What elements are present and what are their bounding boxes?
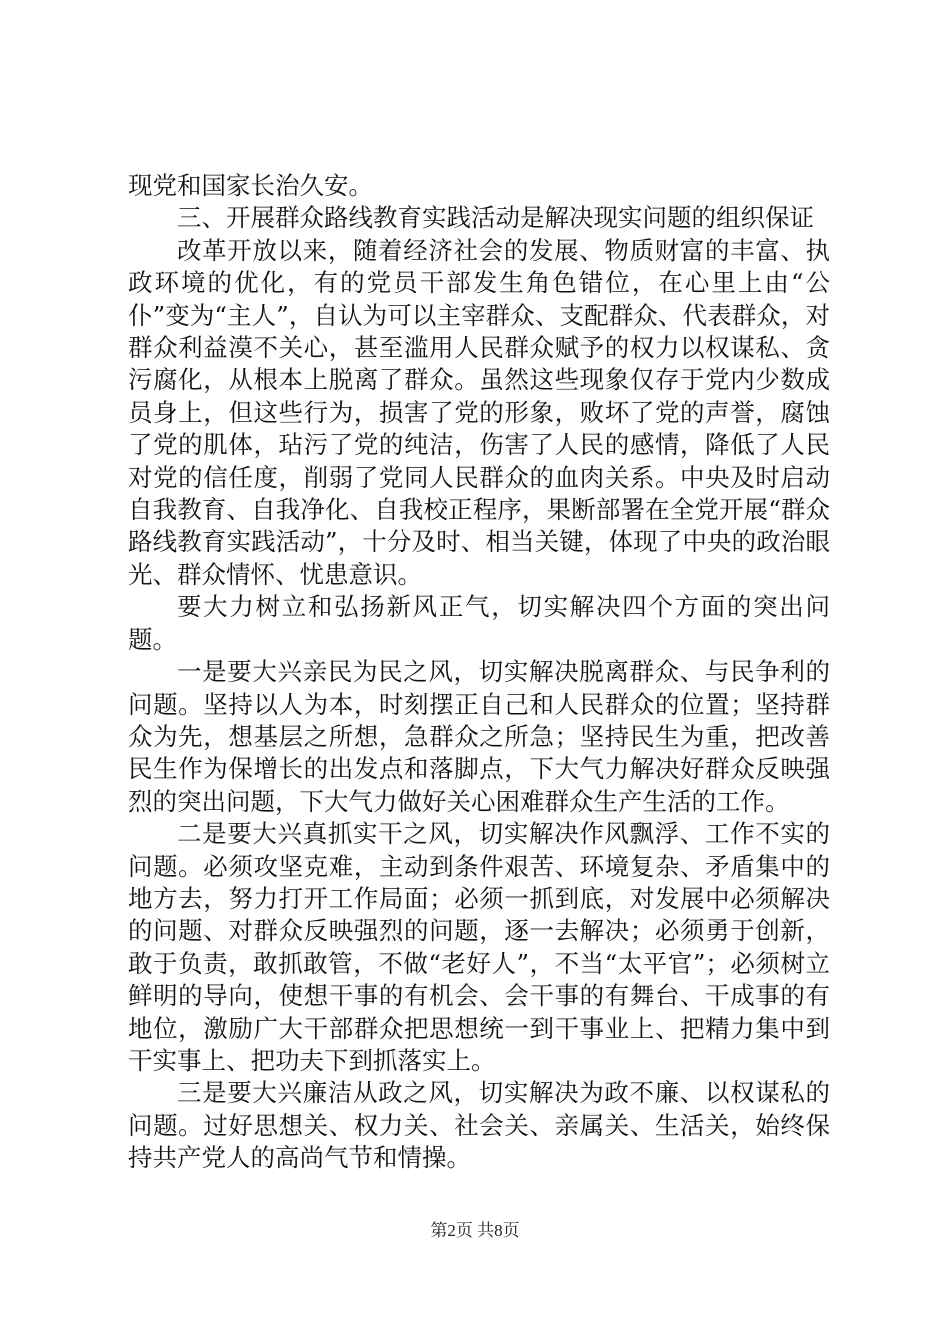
paragraph: 三是要大兴廉洁从政之风，切实解决为政不廉、以权谋私的问题。过好思想关、权力关、社会关、亲属关、生活关，始终保持共产党人的高尚气节和情操。 bbox=[128, 1078, 830, 1173]
section-heading: 三、开展群众路线教育实践活动是解决现实问题的组织保证 bbox=[177, 203, 814, 233]
paragraph-continuation: 现党和国家长治久安。 bbox=[128, 171, 373, 200]
paragraph: 二是要大兴真抓实干之风，切实解决作风飘浮、工作不实的问题。必须攻坚克难，主动到条件艰苦、环境复杂、矛盾集中的地方去，努力打开工作局面；必须一抓到底，对发展中必须解决的问题、对群众反映强烈的问题，逐一去解决；必须勇于创新，敢于负责，敢抓敢管，不做“老好人”，不当“太平官”；必须树立鲜明的导向，使想干事的有机会、会干事的有舞台、干成事的有地位，激励广大干部群众把思想统一到干事业上、把精力集中到干实事上、把功夫下到抓落实上。 bbox=[128, 819, 830, 1075]
paragraph: 要大力树立和弘扬新风正气，切实解决四个方面的突出问题。 bbox=[128, 592, 830, 654]
document-body bbox=[128, 170, 830, 1175]
paragraph: 一是要大兴亲民为民之风，切实解决脱离群众、与民争利的问题。坚持以人为本，时刻摆正自己和人民群众的位置；坚持群众为先，想基层之所想，急群众之所急；坚持民生为重，把改善民生作为保增长的出发点和落脚点，下大气力解决好群众反映强烈的突出问题，下大气力做好关心困难群众生产生活的工作。 bbox=[128, 657, 830, 816]
page-number-footer: 第2页 共8页 bbox=[430, 1221, 520, 1240]
paragraph: 改革开放以来，随着经济社会的发展、物质财富的丰富、执政环境的优化，有的党员干部发生角色错位，在心里上由“公仆”变为“主人”，自认为可以主宰群众、支配群众、代表群众，对群众利益漠不关心，甚至滥用人民群众赋予的权力以权谋私、贪污腐化，从根本上脱离了群众。虽然这些现象仅存于党内少数成员身上，但这些行为，损害了党的形象，败坏了党的声誉，腐蚀了党的肌体，玷污了党的纯洁，伤害了人民的感情，降低了人民对党的信任度，削弱了党同人民群众的血肉关系。中央及时启动自我教育、自我净化、自我校正程序，果断部署在全党开展“群众路线教育实践活动”，十分及时、相当关键，体现了中央的政治眼光、群众情怀、忧患意识。 bbox=[128, 235, 830, 589]
